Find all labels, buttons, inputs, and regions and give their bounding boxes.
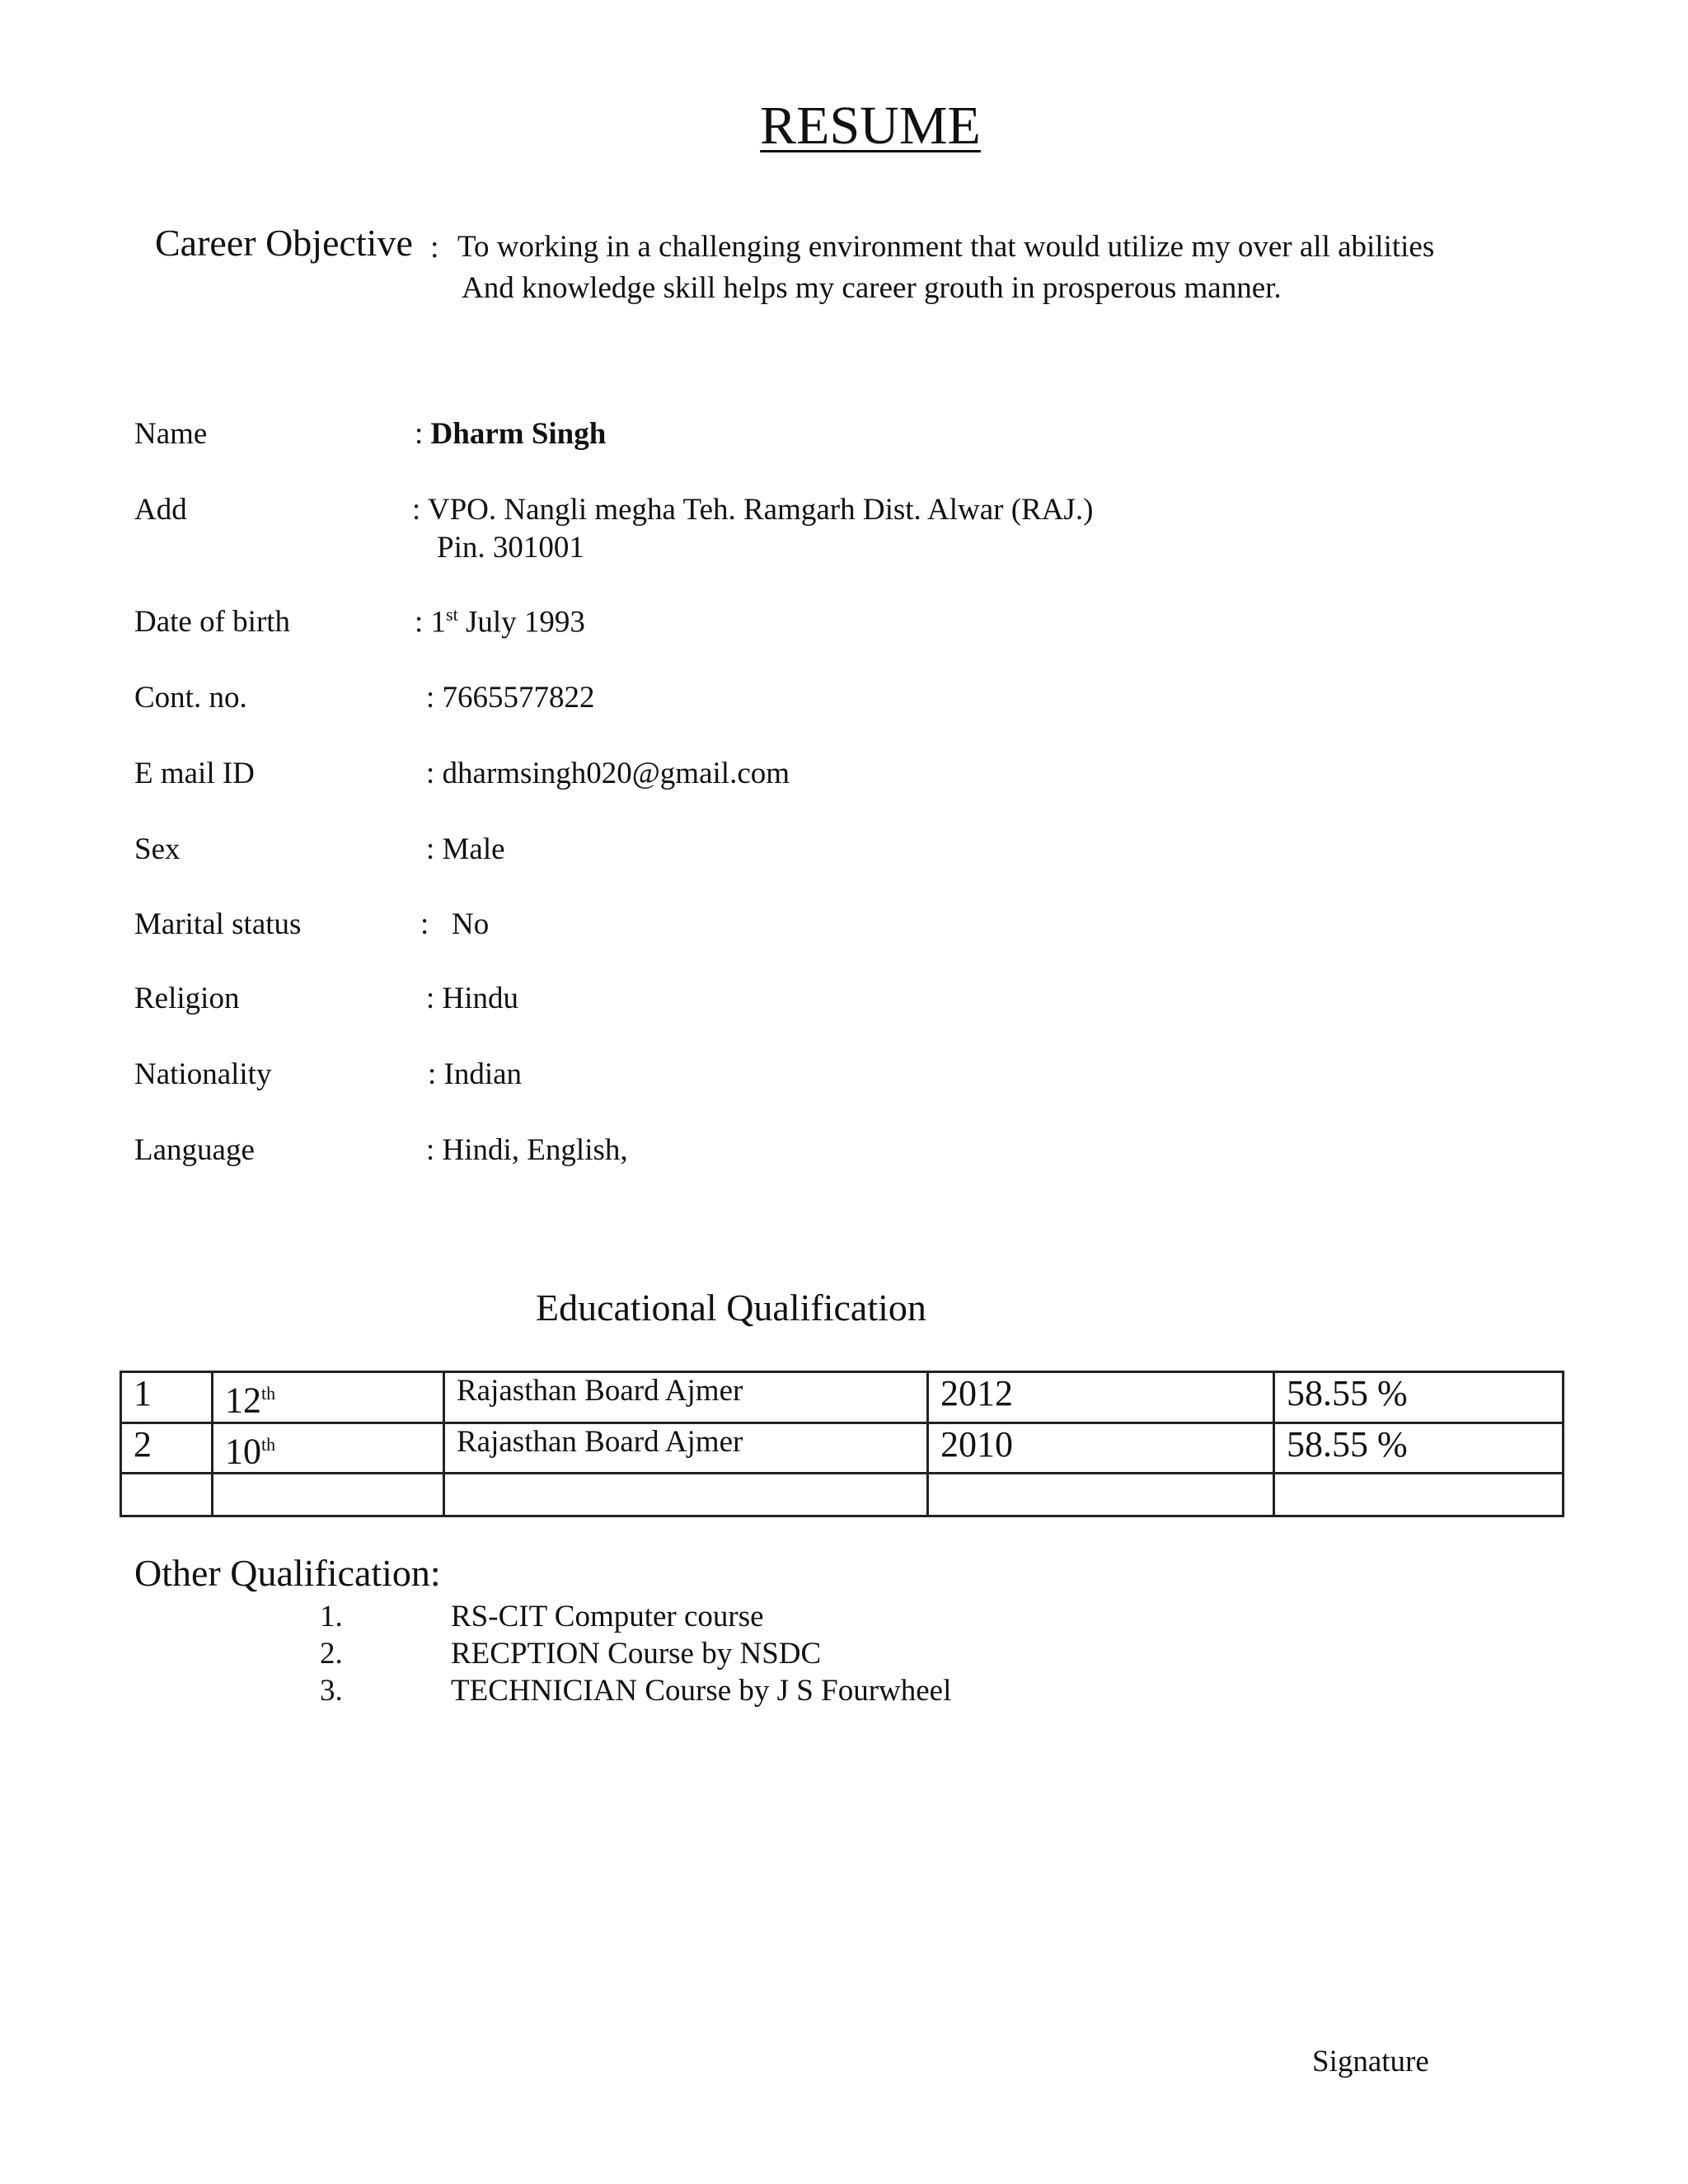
- address-label: Add: [134, 493, 187, 527]
- row-serial: 2: [121, 1422, 213, 1474]
- empty-cell: [121, 1474, 213, 1516]
- row-percent: 58.55 %: [1274, 1422, 1564, 1474]
- career-objective-line-1: To working in a challenging environment that would utilize my over all abilities: [457, 230, 1435, 264]
- row-board: Rajasthan Board Ajmer: [444, 1372, 928, 1423]
- sex-label: Sex: [134, 832, 181, 866]
- dob-day-suffix: st: [446, 604, 458, 625]
- class-suffix: th: [261, 1383, 276, 1404]
- language-text: Hindi, English,: [442, 1133, 628, 1167]
- sex-value: : Male: [426, 832, 505, 866]
- table-row: [121, 1422, 1564, 1474]
- row-board: Rajasthan Board Ajmer: [444, 1422, 928, 1474]
- education-table: [120, 1371, 1564, 1517]
- contact-value: : 7665577822: [426, 681, 595, 715]
- table-row-empty: [121, 1474, 1564, 1516]
- contact-number: 7665577822: [442, 681, 595, 715]
- row-serial: 1: [121, 1372, 213, 1423]
- dob-rest: July 1993: [465, 605, 585, 640]
- career-objective-colon: :: [430, 230, 439, 265]
- dob-label: Date of birth: [134, 605, 291, 639]
- row-class: [213, 1372, 444, 1423]
- table-row: [121, 1372, 1564, 1423]
- nationality-label: Nationality: [134, 1057, 272, 1091]
- address-value: : VPO. Nangli megha Teh. Ramgarh Dist. Alwar (RAJ.): [412, 493, 1094, 527]
- language-label: Language: [134, 1133, 255, 1167]
- dob-day: 1: [430, 605, 447, 640]
- name-value: : Dharm Singh: [415, 417, 607, 451]
- email-value: : dharmsingh020@gmail.com: [426, 757, 790, 790]
- row-year: 2012: [928, 1372, 1274, 1423]
- address-line-2: Pin. 301001: [437, 531, 584, 565]
- contact-label: Cont. no.: [134, 681, 247, 715]
- religion-text: Hindu: [442, 982, 519, 1015]
- email-label: E mail ID: [134, 757, 255, 790]
- career-objective-line-2: And knowledge skill helps my career grouth in prosperous manner.: [462, 271, 1282, 305]
- row-percent: 58.55 %: [1274, 1372, 1564, 1423]
- list-item-number: 2.: [320, 1637, 343, 1671]
- list-item-number: 1.: [320, 1600, 343, 1633]
- marital-text: No: [452, 907, 490, 941]
- other-qualification-heading: Other Qualification:: [134, 1552, 441, 1594]
- list-item-number: 3.: [320, 1674, 343, 1708]
- marital-value: : No: [420, 907, 490, 941]
- class-number: 12: [225, 1380, 261, 1421]
- name-label: Name: [134, 417, 208, 451]
- nationality-value: : Indian: [428, 1057, 523, 1091]
- marital-label: Marital status: [134, 907, 302, 941]
- address-line-1: VPO. Nangli megha Teh. Ramgarh Dist. Alwar (RAJ.): [427, 493, 1094, 527]
- empty-cell: [1274, 1474, 1564, 1516]
- class-number: 10: [225, 1431, 261, 1472]
- row-class: [213, 1422, 444, 1474]
- empty-cell: [928, 1474, 1274, 1516]
- career-objective-label: Career Objective: [155, 222, 413, 264]
- email-address: dharmsingh020@gmail.com: [442, 757, 790, 790]
- empty-cell: [444, 1474, 928, 1516]
- language-value: : Hindi, English,: [426, 1133, 628, 1167]
- religion-label: Religion: [134, 982, 240, 1015]
- education-heading: Educational Qualification: [536, 1286, 926, 1329]
- list-item: RS-CIT Computer course: [451, 1600, 764, 1633]
- empty-cell: [213, 1474, 444, 1516]
- list-item: RECPTION Course by NSDC: [451, 1637, 822, 1671]
- list-item: TECHNICIAN Course by J S Fourwheel: [451, 1674, 952, 1708]
- sex-text: Male: [442, 832, 505, 866]
- name-text: Dharm Singh: [430, 417, 607, 451]
- nationality-text: Indian: [443, 1057, 523, 1091]
- row-year: 2010: [928, 1422, 1274, 1474]
- religion-value: : Hindu: [426, 982, 519, 1015]
- class-suffix: th: [261, 1433, 276, 1455]
- dob-value: : 1st July 1993: [415, 604, 585, 640]
- resume-title: RESUME: [760, 96, 981, 156]
- signature-label: Signature: [1312, 2045, 1429, 2079]
